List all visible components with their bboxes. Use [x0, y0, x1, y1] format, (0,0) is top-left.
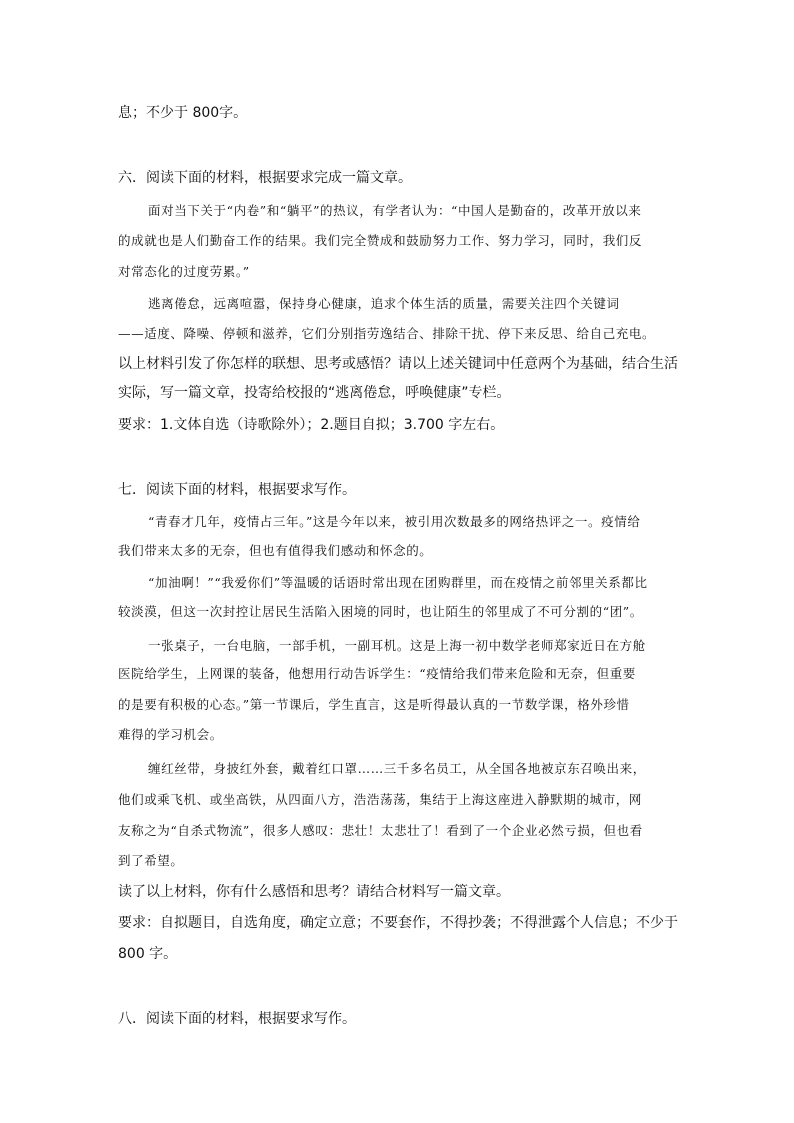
q7-material-line: 一张桌子，一台电脑，一部手机，一副耳机。这是上海一初中数学老师郑家近日在方舱 [148, 638, 646, 653]
q7-material-line: 我们带来太多的无奈，但也有值得我们感动和怀念的。 [118, 543, 433, 558]
question-7-heading: 七．阅读下面的材料，根据要求写作。 [118, 482, 356, 498]
q7-material-line: 较淡漠，但这一次封控让居民生活陷入困境的同时，也让陌生的邻里成了不可分割的“团”。 [118, 604, 643, 619]
q7-material-line: “青春才几年，疫情占三年。”这是今年以来，被引用次数最多的网络热评之一。疫情给 [148, 514, 641, 529]
q7-material-line: 缠红丝带，身披红外套，戴着红口罩……三千多名员工，从全国各地被京东召唤出来， [148, 761, 646, 776]
question-6-heading: 六．阅读下面的材料，根据要求完成一篇文章。 [118, 170, 412, 186]
continuation-text: 息；不少于 800字。 [118, 105, 248, 121]
q6-material-line: ——适度、降噪、停顿和滋养，它们分别指劳逸结合、排除干扰、停下来反思、给自己充电。 [118, 326, 656, 341]
q7-task: 读了以上材料，你有什么感悟和思考？请结合材料写一篇文章。 [118, 884, 510, 900]
q7-material-line: 到了希望。 [118, 853, 184, 868]
q6-material-line: 逃离倦怠，远离喧嚣，保持身心健康，追求个体生活的质量，需要关注四个关键词 [148, 296, 620, 311]
q7-requirement-line: 800 字。 [118, 946, 178, 962]
q7-material-line: 的是要有积极的心态。”第一节课后，学生直言，这是听得最认真的一节数学课，格外珍惜 [118, 697, 630, 712]
q6-task-line: 实际，写一篇文章，投寄给校报的“逃离倦怠，呼唤健康”专栏。 [118, 385, 511, 401]
q7-material-line: “加油啊！”“我爱你们”等温暖的话语时常出现在团购群里，而在疫情之前邻里关系都比 [148, 575, 648, 590]
q7-material-line: 医院给学生，上网课的装备，他想用行动告诉学生：“疫情给我们带来危险和无奈，但重要 [118, 666, 636, 681]
q6-material-line: 对常态化的过度劳累。” [118, 264, 250, 279]
q7-material-line: 难得的学习机会。 [118, 727, 223, 742]
q7-requirement-line: 要求：自拟题目，自选角度，确定立意；不要套作，不得抄袭；不得泄露个人信息；不少于 [118, 915, 678, 931]
q7-material-line: 他们或乘飞机、或坐高铁，从四面八方，浩浩荡荡，集结于上海这座进入静默期的城市，网 [118, 792, 643, 807]
q6-material-line: 面对当下关于“内卷”和“躺平”的热议，有学者认为：“中国人是勤奋的，改革开放以来 [148, 203, 642, 218]
q6-requirement: 要求：1.文体自选（诗歌除外）；2.题目自拟；3.700 字左右。 [118, 417, 505, 433]
question-8-heading: 八．阅读下面的材料，根据要求写作。 [118, 1011, 356, 1027]
q6-material-line: 的成就也是人们勤奋工作的结果。我们完全赞成和鼓励努力工作、努力学习，同时，我们反 [118, 233, 643, 248]
q6-task-line: 以上材料引发了你怎样的联想、思考或感悟？请以上述关键词中任意两个为基础，结合生活 [118, 356, 678, 372]
q7-material-line: 友称之为“自杀式物流”，很多人感叹：悲壮！太悲壮了！看到了一个企业必然亏损，但也看 [118, 823, 643, 838]
